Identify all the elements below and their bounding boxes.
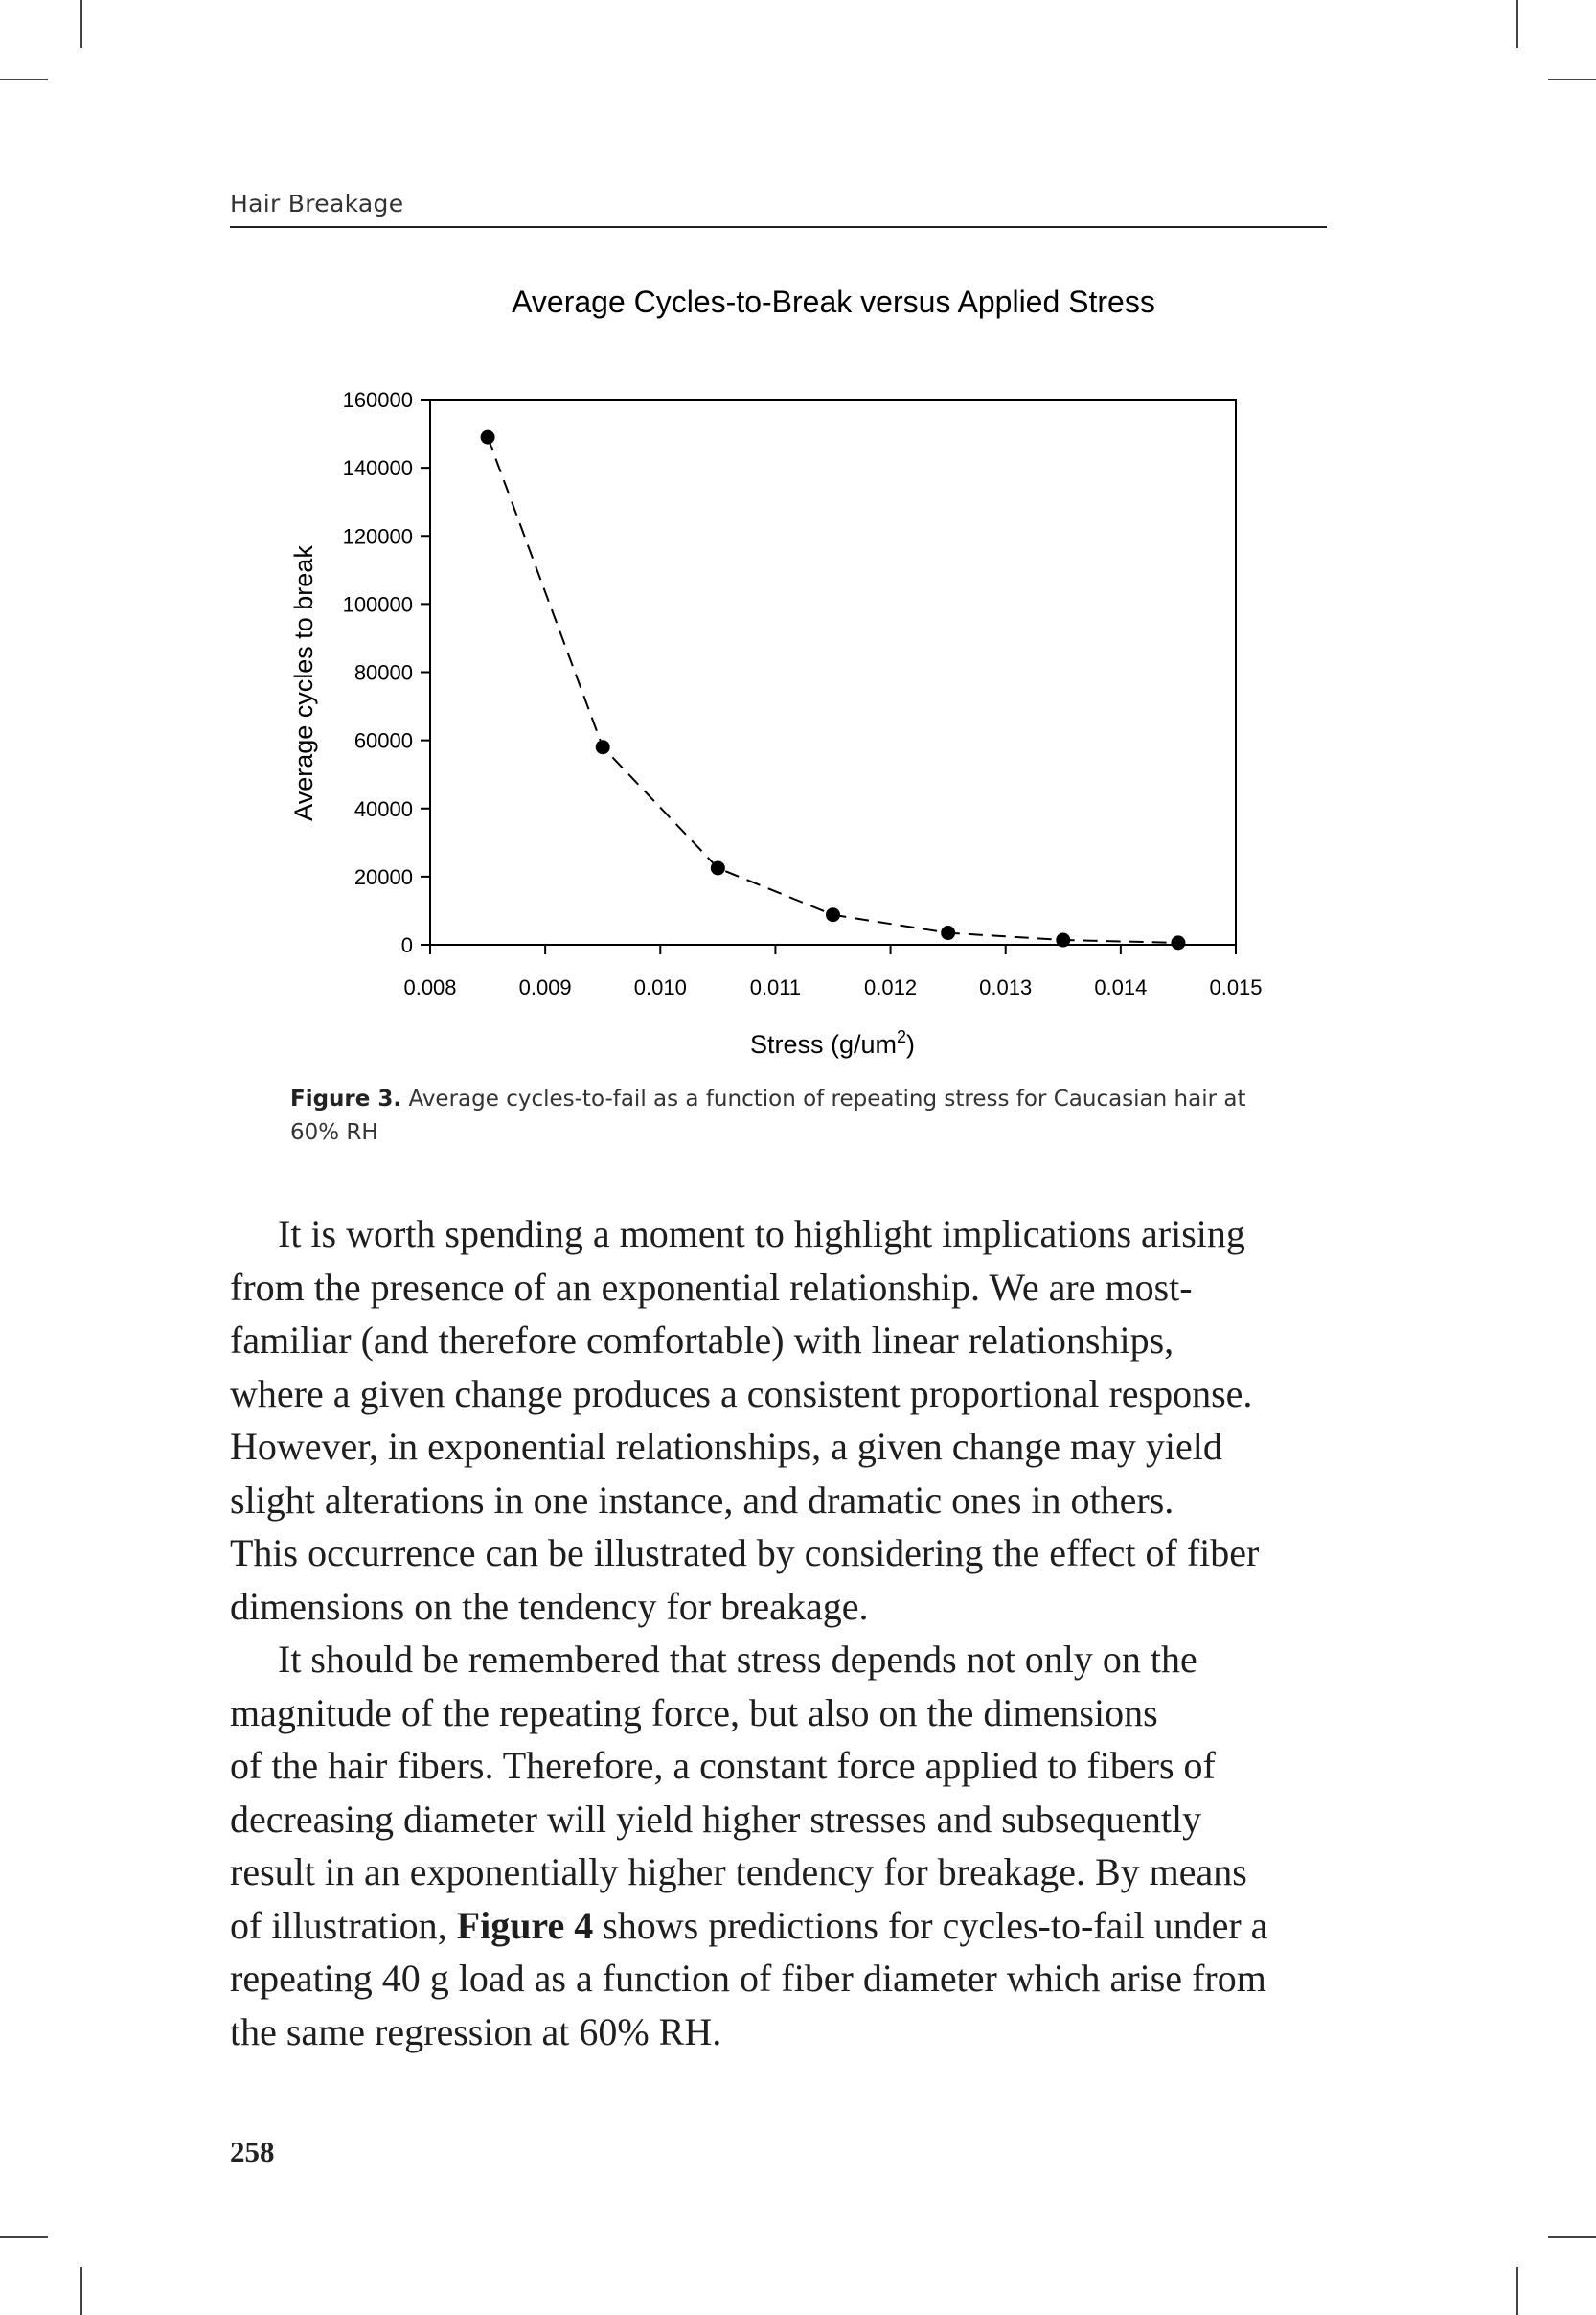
data-point bbox=[1056, 933, 1070, 948]
figure-reference: Figure 4 bbox=[456, 1903, 594, 1947]
paragraph bbox=[230, 1633, 1332, 2058]
x-tick-label: 0.015 bbox=[1209, 975, 1263, 999]
body-text bbox=[230, 1207, 1332, 2058]
text-line: familiar (and therefore comfortable) with linear relationships, bbox=[230, 1318, 1174, 1362]
y-tick-label: 120000 bbox=[342, 524, 413, 549]
y-axis-label: Average cycles to break bbox=[289, 545, 318, 821]
text-line: It should be remembered that stress depends not only on the bbox=[278, 1638, 1197, 1681]
paragraph bbox=[230, 1207, 1332, 1633]
data-point bbox=[1171, 935, 1185, 950]
x-tick-label: 0.011 bbox=[749, 975, 802, 999]
text-line: However, in exponential relationships, a given change may yield bbox=[230, 1425, 1222, 1468]
chart-title: Average Cycles-to-Break versus Applied Stress bbox=[512, 285, 1155, 319]
crop-mark bbox=[80, 2267, 82, 2315]
text-line: decreasing diameter will yield higher stresses and subsequently bbox=[230, 1797, 1202, 1841]
text-line: result in an exponentially higher tendency for breakage. By means bbox=[230, 1850, 1247, 1893]
caption-label: Figure 3. bbox=[290, 1087, 402, 1112]
running-header: Hair Breakage bbox=[230, 190, 404, 218]
text-line: of illustration, Figure 4 shows predictions for cycles-to-fail under a bbox=[230, 1903, 1268, 1947]
figure-caption bbox=[290, 1083, 1267, 1150]
text-line: slight alterations in one instance, and dramatic ones in others. bbox=[230, 1478, 1174, 1522]
text-line: the same regression at 60% RH. bbox=[230, 2009, 722, 2053]
y-tick-label: 160000 bbox=[342, 388, 413, 412]
data-point bbox=[826, 907, 840, 922]
series-line bbox=[488, 437, 1178, 943]
y-tick-label: 80000 bbox=[353, 660, 413, 685]
x-tick-label: 0.008 bbox=[403, 975, 457, 999]
y-tick-label: 40000 bbox=[353, 796, 413, 821]
data-point bbox=[596, 740, 610, 754]
series-markers bbox=[481, 430, 1186, 951]
x-axis-label: Stress $(g/um^2)$ bbox=[749, 1027, 916, 1059]
text-line: of the hair fibers. Therefore, a constant force applied to fibers of bbox=[230, 1744, 1216, 1787]
chart bbox=[0, 0, 1596, 1083]
text-line: from the presence of an exponential relationship. We are most- bbox=[230, 1265, 1193, 1309]
plot-frame bbox=[430, 400, 1236, 945]
text-line: where a given change produces a consistent proportional response. bbox=[230, 1371, 1253, 1415]
text-line: This occurrence can be illustrated by considering the effect of fiber bbox=[230, 1531, 1260, 1574]
y-tick-label: 100000 bbox=[342, 592, 413, 617]
caption-text: Average cycles-to-fail as a function of repeating stress for Caucasian hair at 60% RH bbox=[290, 1087, 1246, 1145]
y-tick-label: 0 bbox=[400, 933, 413, 957]
data-point bbox=[481, 430, 495, 445]
crop-mark bbox=[1516, 2267, 1518, 2315]
crop-mark bbox=[0, 2236, 48, 2238]
x-tick-label: 0.014 bbox=[1094, 975, 1148, 999]
x-tick-label: 0.009 bbox=[518, 975, 572, 999]
y-tick-label: 140000 bbox=[342, 456, 413, 481]
x-tick-label: 0.012 bbox=[864, 975, 918, 999]
data-point bbox=[941, 926, 955, 940]
text-line: dimensions on the tendency for breakage. bbox=[230, 1584, 869, 1628]
text-line: It is worth spending a moment to highlight implications arising bbox=[278, 1212, 1245, 1255]
data-point bbox=[711, 860, 725, 875]
crop-mark bbox=[1548, 2236, 1596, 2238]
text-line: repeating 40 g load as a function of fiber diameter which arise from bbox=[230, 1957, 1266, 2000]
page-number: 258 bbox=[230, 2135, 275, 2168]
y-tick-label: 60000 bbox=[353, 728, 413, 753]
x-tick-label: 0.010 bbox=[633, 975, 687, 999]
x-tick-label: 0.013 bbox=[979, 975, 1033, 999]
x-axis-ticks bbox=[403, 945, 1262, 999]
y-axis-ticks bbox=[343, 388, 430, 957]
text-line: magnitude of the repeating force, but also on the dimensions bbox=[230, 1690, 1158, 1734]
y-tick-label: 20000 bbox=[353, 864, 413, 889]
